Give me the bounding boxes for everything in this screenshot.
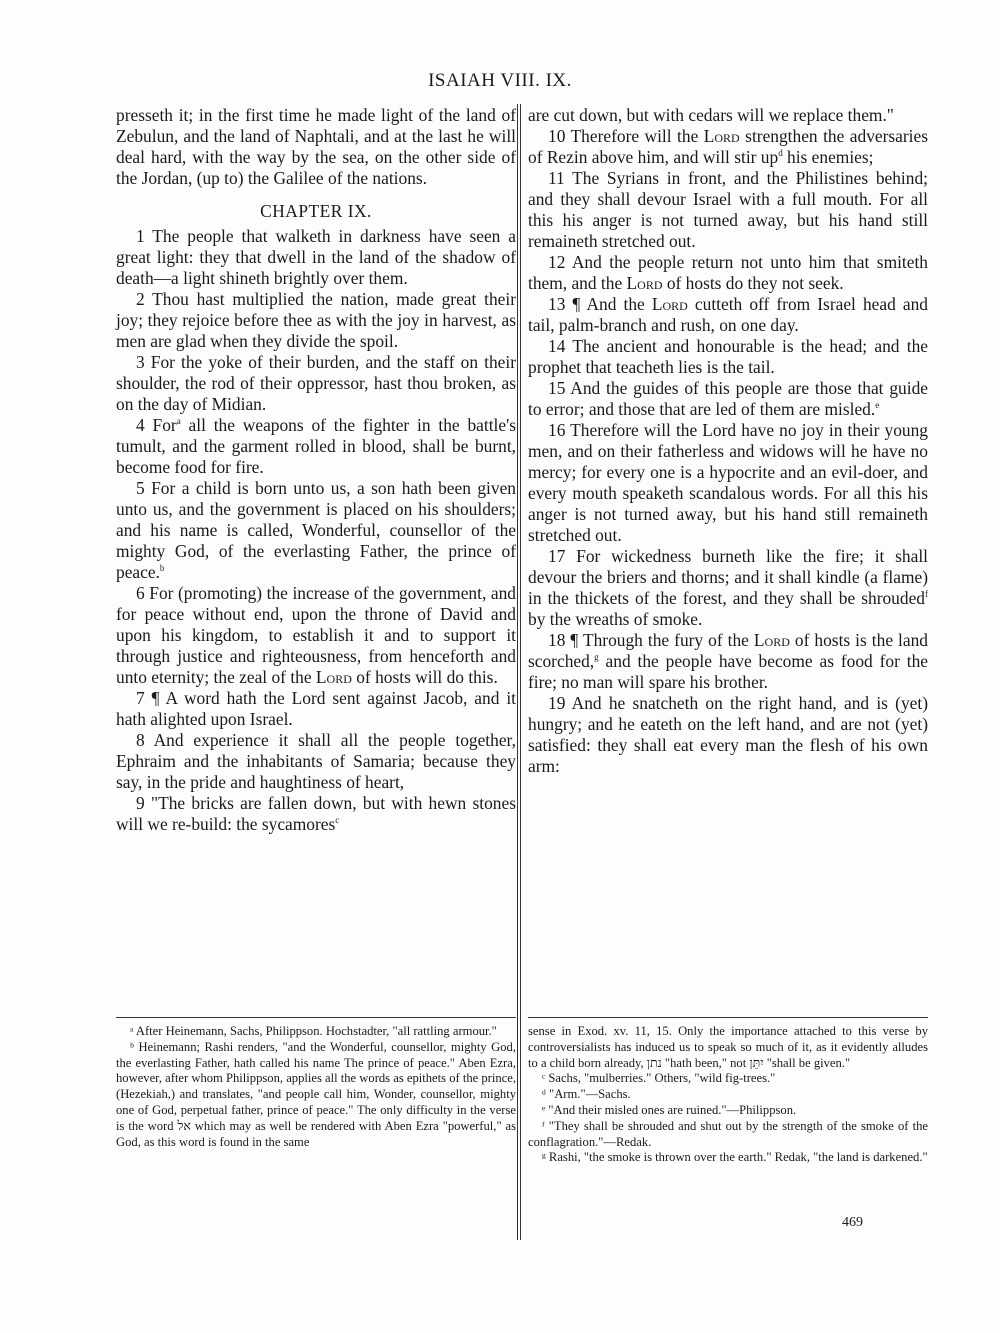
verse-continuation: presseth it; in the first time he made light of the land of Zebulun, and the land of Naphtali, and at the last he will deal hard, with the way by the sea, on the other side of the Jordan, (up to) the Galilee of the nations. [116, 105, 516, 188]
verse-11: 11 The Syrians in front, and the Philistines behind; and they shall devour Israel with a full mouth. For all this his anger is not turned away, but his hand still remaineth stretched out. [528, 168, 928, 251]
verse-text: of hosts will do this. [351, 667, 498, 687]
verse-3: 3 For the yoke of their burden, and the staff on their shoulder, the rod of their oppressor, hast thou broken, as on the day of Midian. [116, 352, 516, 414]
verse-text: 10 Therefore will the [548, 126, 704, 146]
verse-17 [528, 546, 928, 630]
verse-text: 13 ¶ And the [548, 294, 652, 314]
verse-text: cutteth off from Israel head and tail, palm-branch and rush, on one day. [528, 294, 928, 335]
verse-5 [116, 478, 516, 583]
page-number: 469 [842, 1215, 863, 1230]
footnote-marker: d [778, 148, 783, 159]
verse-text: 4 For [136, 415, 177, 435]
verse-7: 7 ¶ A word hath the Lord sent against Jacob, and it hath alighted upon Israel. [116, 688, 516, 729]
verse-4 [116, 415, 516, 478]
verse-1: 1 The people that walketh in darkness have seen a great light: they that dwell in the land of the shadow of death—a light shineth brightly over them. [116, 226, 516, 288]
verse-14: 14 The ancient and honourable is the head; and the prophet that teacheth lies is the tail. [528, 336, 928, 377]
chapter-heading: CHAPTER IX. [260, 201, 372, 221]
verse-text: 15 And the guides of this people are those that guide to error; and those that are led of them are misled. [528, 378, 928, 419]
verse-text: his enemies; [782, 147, 874, 167]
footnotes-right [528, 1024, 928, 1166]
verse-text: 9 "The bricks are fallen down, but with hewn stones will we re-build: the sycamores [116, 793, 516, 834]
verse-15 [528, 378, 928, 420]
column-divider [517, 104, 518, 1240]
footnote-e: ᵉ "And their misled ones are ruined."—Philippson. [542, 1102, 797, 1117]
verse-19: 19 And he snatcheth on the right hand, and is (yet) hungry; and he eateth on the left hand, and are not (yet) satisfied: they shall eat every man the flesh of his own arm: [528, 693, 928, 776]
divine-name: Lord [703, 126, 740, 146]
footnote-marker: a [176, 416, 181, 427]
verse-text: of hosts is the land scorched, [528, 630, 928, 671]
right-column [528, 105, 928, 777]
divine-name: Lord [315, 667, 352, 687]
left-column [116, 105, 516, 835]
verse-10 [528, 126, 928, 168]
verse-text: 18 ¶ Through the fury of the [548, 630, 754, 650]
verse-text: and the people have become as food for the fire; no man will spare his brother. [528, 651, 928, 692]
verse-text: 5 For a child is born unto us, a son hath been given unto us, and the government is placed on his shoulders; and his name is called, Wonderful, counsellor of the mighty God, of the everlasting Father, the prince of peace. [116, 478, 516, 582]
verse-text: strengthen the adversaries of Rezin above him, and will stir up [528, 126, 928, 167]
verse-text: of hosts do they not seek. [662, 273, 844, 293]
footnote-c: ᶜ Sachs, "mulberries." Others, "wild fig-trees." [542, 1071, 776, 1086]
verse-text: by the wreaths of smoke. [528, 609, 703, 629]
verse-text: 12 And the people return not unto him that smiteth them, and the [528, 252, 928, 293]
verse-9-continuation: are cut down, but with cedars will we replace them." [528, 105, 894, 125]
divine-name: Lord [626, 273, 663, 293]
footnote-rule [116, 1017, 516, 1018]
footnote-f: ᶠ "They shall be shrouded and shut out by the strength of the smoke of the conflagration."—Redak. [528, 1118, 928, 1149]
verse-8: 8 And experience it shall all the people together, Ephraim and the inhabitants of Samaria; because they say, in the pride and haughtiness of heart, [116, 730, 516, 792]
verse-12 [528, 252, 928, 294]
column-divider [520, 104, 521, 1240]
footnote-b: ᵇ Heinemann; Rashi renders, "and the Wonderful, counsellor, mighty God, the everlasting Father, hath called his name The prince of peace." Aben Ezra, however, after whom Philippson, applies all the words as epithets of the prince, (Hezekiah,) and translates, "and people call him, Wonder, counsellor, mighty one of God, perpetual father, prince of peace." The only difficulty in the verse is the word אל which may as well be rendered with Aben Ezra "powerful," as God, as this word is found in the same [116, 1039, 516, 1149]
verse-9 [116, 793, 516, 835]
verse-text: all the weapons of the fighter in the battle's tumult, and the garment rolled in blood, shall be burnt, become food for fire. [116, 415, 517, 477]
verse-text: 6 For (promoting) the increase of the government, and for peace without end, upon the throne of David and upon his kingdom, to establish it and to support it through justice and righteousness, from henceforth and unto eternity; the zeal of the [116, 583, 516, 687]
verse-18 [528, 630, 928, 693]
verse-16: 16 Therefore will the Lord have no joy in their young men, and on their fatherless and widows will he have no mercy; for every one is a hypocrite and an evil-doer, and every mouth speaketh scandalous words. For all this his anger is not turned away, but his hand still remaineth stretched out. [528, 420, 928, 545]
verse-text: 17 For wickedness burneth like the fire; it shall devour the briers and thorns; and it shall kindle (a flame) in the thickets of the forest, and they shall be shrouded [528, 546, 928, 608]
divine-name: Lord [651, 294, 688, 314]
footnote-a: ᵃ After Heinemann, Sachs, Philippson. Hochstadter, "all rattling armour." [130, 1024, 497, 1038]
footnote-rule [528, 1017, 928, 1018]
verse-6 [116, 583, 516, 688]
verse-13 [528, 294, 928, 336]
footnote-d: ᵈ "Arm."—Sachs. [542, 1087, 631, 1102]
verse-2: 2 Thou hast multiplied the nation, made great their joy; they rejoice before thee as with the joy in harvest, as men are glad when they divide the spoil. [116, 289, 516, 351]
footnote-marker: g [594, 652, 599, 663]
footnote-b-continuation: sense in Exod. xv. 11, 15. Only the importance attached to this verse by controversialists has induced us to speak so much of it, as it evidently alludes to a child born already, נתן "hath been," not יִתֵּן "shall be given." [528, 1024, 928, 1070]
footnote-g: ᵍ Rashi, "the smoke is thrown over the earth." Redak, "the land is darkened." [542, 1150, 928, 1165]
footnote-marker: b [159, 563, 165, 574]
footnote-marker: c [335, 815, 340, 826]
footnotes-left [116, 1024, 516, 1150]
divine-name: Lord [753, 630, 790, 650]
footnote-marker: e [875, 400, 880, 411]
running-title: ISAIAH VIII. IX. [428, 70, 572, 91]
footnote-marker: f [925, 589, 928, 600]
